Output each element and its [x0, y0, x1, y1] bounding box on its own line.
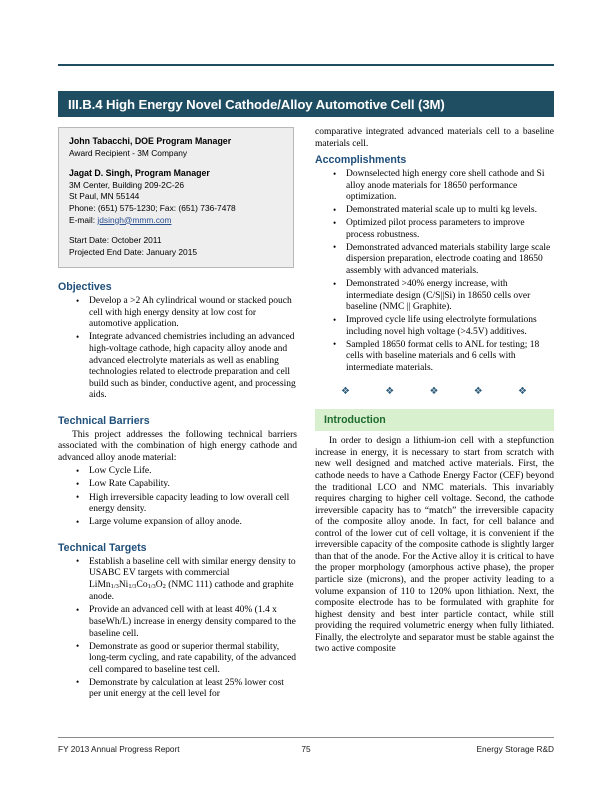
list-item: • Large volume expansion of alloy anode. [58, 517, 297, 529]
list-item: • Provide an advanced cell with at least 40% (1.4 x baseWh/L) increase in energy density compared to the baseline cell. [58, 605, 297, 640]
list-item: • Demonstrated material scale up to multi kg levels. [315, 205, 554, 217]
email-line [69, 215, 283, 227]
introduction-paragraph: In order to design a lithium-ion cell with a stepfunction increase in energy, it is necessary to start from scratch with new well designed and matched active materials. First, the cathode needs to have a Cathode Energy Factor (CEF) beyond the traditional LCO and NMC materials. This invariably requires charging to higher cell voltage. Second, the cathode irreversible capacity has to “match” the irreversible capacity of the composite alloy anode. In fact, for cell balance and control of the lower cut of cell voltage, it is convenient if the irreversible capacity of the composite cathode is slightly larger than that of the anode. For the Active alloy it is critical to have the proper morphology (amorphous active phase), the proper particle size (microns), and the proper activity leading to a volume expansion of 110 to 120% upon lithiation. Next, the composite electrode has to be formulated with graphite for highest density and best inter particle contact, while still providing the required volumetric energy when fully lithiated. Finally, the electrolyte and separator must be stable against the two active composite [315, 436, 554, 655]
formula-sub-1: 1/3 [110, 582, 119, 590]
list-item: • Low Rate Capability. [58, 479, 297, 491]
objectives-list [58, 296, 297, 401]
list-item: • Downselected high energy core shell cathode and Si alloy anode materials for 18650 performance optimization. [315, 169, 554, 204]
heading-introduction: Introduction [315, 409, 554, 431]
footer-left-text: FY 2013 Annual Progress Report [58, 744, 180, 754]
list-item: • Demonstrate as good or superior thermal stability, long-term cycling, and rate capability, of the advanced cell compared to baseline test cell. [58, 642, 297, 677]
footer-right-text: Energy Storage R&D [476, 744, 554, 754]
formula-mid-3: O [155, 579, 163, 590]
formula-post: (NMC 111) cathode and graphite anode. [89, 579, 294, 603]
formula-mid-2: Co [136, 579, 148, 590]
formula-sub-4: 2 [162, 582, 166, 590]
section-title-bar [58, 91, 554, 117]
technical-targets-list [58, 557, 297, 701]
address-line-1: 3M Center, Building 209-2C-26 [69, 179, 184, 190]
list-item: • Improved cycle life using electrolyte formulations including novel high voltage (>4.5V) additives. [315, 315, 554, 338]
spacer [69, 159, 283, 168]
doe-program-manager-name: John Tabacchi, DOE Program Manager [69, 136, 232, 146]
heading-objectives: Objectives [58, 281, 112, 294]
list-item: • Demonstrated advanced materials stability large scale dispersion preparation, electrode coating and 18650 assembly with advanced materials. [315, 243, 554, 278]
top-horizontal-rule [58, 64, 554, 66]
award-recipient: Award Recipient - 3M Company [69, 147, 188, 158]
page-number: 75 [301, 744, 311, 754]
list-item: • Demonstrated >40% energy increase, with intermediate design (C/S||Si) in 18650 cells over baseline (NMC || Graphite). [315, 279, 554, 314]
program-manager-name: Jagat D. Singh, Program Manager [69, 168, 210, 179]
formula-pre: Establish a baseline cell with similar energy density to USABC EV targets with commercial LiMn [89, 556, 296, 590]
formula-sub-3: 1/3 [147, 582, 156, 590]
list-item: • Develop a >2 Ah cylindrical wound or stacked pouch cell with high energy density at low cost for automotive application. [58, 296, 297, 331]
list-item: • Sampled 18650 format cells to ANL for testing; 18 cells with baseline materials and 6 cells with intermediate materials. [315, 340, 554, 375]
formula-mid-1: Ni [118, 579, 129, 590]
list-item: • Optimized pilot process parameters to improve process robustness. [315, 218, 554, 241]
heading-accomplishments: Accomplishments [315, 154, 407, 167]
diamond-icon: ❖ [341, 386, 350, 398]
list-item: • Low Cycle Life. [58, 466, 297, 478]
diamond-icon: ❖ [429, 386, 439, 398]
heading-technical-targets: Technical Targets [58, 541, 147, 554]
diamond-separator [341, 387, 527, 397]
email-link[interactable]: jdsingh@mmm.com [97, 214, 172, 225]
list-item: • Demonstrate by calculation at least 25% lower cost per unit energy at the cell level for [58, 678, 297, 701]
page-footer [58, 737, 554, 754]
spacer [69, 226, 283, 235]
continuation-text: comparative integrated advanced materials cell to a baseline materials cell. [315, 127, 554, 149]
email-label: E-mail: [69, 214, 98, 225]
list-item: • High irreversible capacity leading to low overall cell energy density. [58, 493, 297, 516]
projected-end-date: Projected End Date: January 2015 [69, 246, 198, 257]
formula-sub-2: 1/3 [128, 582, 137, 590]
list-item-formula [58, 557, 297, 604]
heading-technical-barriers: Technical Barriers [58, 414, 150, 427]
diamond-icon: ❖ [473, 386, 483, 398]
project-contact-box [58, 127, 294, 268]
left-column [58, 127, 297, 702]
address-line-2: St Paul, MN 55144 [69, 191, 140, 202]
start-date: Start Date: October 2011 [69, 235, 162, 246]
page-title: III.B.4 High Energy Novel Cathode/Alloy Automotive Cell (3M) [68, 96, 445, 112]
technical-barriers-intro: This project addresses the following technical barriers associated with the combination of high energy cathode and advanced alloy anode material: [58, 429, 297, 463]
accomplishments-list [315, 169, 554, 374]
diamond-icon: ❖ [518, 386, 527, 398]
phone-fax: Phone: (651) 575-1230; Fax: (651) 736-7478 [69, 202, 236, 213]
list-item: • Integrate advanced chemistries including an advanced high-voltage cathode, high capacity alloy anode and advanced electrolyte materials as well as enabling technologies related to electrode preparation and cell build such as binder, conductive agent, and processing aids. [58, 332, 297, 401]
technical-barriers-list [58, 466, 297, 528]
diamond-icon: ❖ [385, 386, 395, 398]
right-column [315, 127, 554, 656]
